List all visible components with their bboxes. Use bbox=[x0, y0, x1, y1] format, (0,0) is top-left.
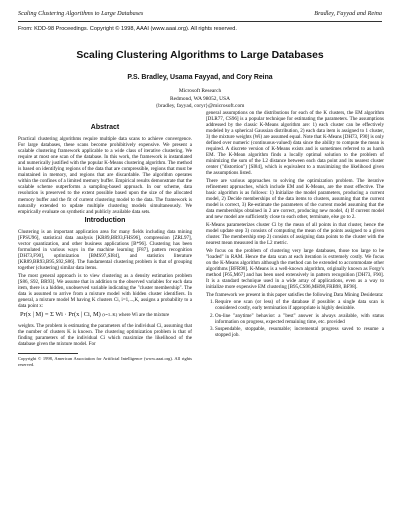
right-paragraph-5: The framework we present in this paper satisfies the following Data Mining Desiderata: bbox=[206, 291, 384, 298]
copyright-footnote: Copyright © 1998, American Association for Artificial Intelligence (www.aaai.org). All rights reserved. bbox=[18, 356, 192, 367]
footnote-rule bbox=[18, 353, 78, 354]
affiliation-emails: {bradley, fayyad, coryr}@microsoft.com bbox=[155, 103, 245, 110]
affiliation-org: Microsoft Research bbox=[178, 88, 222, 94]
equation-sub: i=1 bbox=[103, 311, 111, 317]
running-head-authors: Bradley, Fayyad and Reina bbox=[314, 10, 382, 17]
right-paragraph-3: K-Means parameterizes cluster Ci by the mean of all points in that cluster, hence the model update step 3) consists of computing the mean of the points assigned to a given cluster. The membership step 2) consists of assigning data points to the cluster with the nearest mean measured in the L2 metric. bbox=[206, 222, 384, 247]
mixture-equation bbox=[18, 312, 192, 319]
header-rule bbox=[18, 21, 382, 22]
running-head-title: Scaling Clustering Algorithms to Large Databases bbox=[18, 10, 144, 17]
list-item: 2. On-line "anytime" behavior: a "best" answer is always available, with status information on progress, expected remaining time, etc. provided bbox=[215, 313, 384, 325]
right-paragraph-4: We focus on the problem of clustering very large databases, those too large to be "loaded" in RAM. Hence the data scan at each iteration is extremely costly. We focus on the K-Means algorithm although the method can be extended to accommodate other algorithms [BFR98]. K-Means is a well-known algorithm, originally known as Forgy's method [F65,M67] and has been used extensively in pattern recognition [DH73, F90]. It is a standard technique used in a wide array of applications, even as a way to initialize more expensive EM clustering [B95,CS96,MH98,FRB98, BF98]. bbox=[206, 247, 384, 291]
source-line: From: KDD-98 Proceedings. Copyright © 1998, AAAI (www.aaai.org). All rights reserved. bbox=[18, 26, 237, 32]
intro-paragraph-3: weights. The problem is estimating the parameters of the individual Ci, assuming that the number of clusters K is known. The clustering optimization problem is that of finding parameters of the individual Ci which maximize the likelihood of the database given the mixture model. For bbox=[18, 322, 192, 348]
abstract-heading: Abstract bbox=[90, 124, 120, 131]
right-column bbox=[206, 110, 384, 340]
list-item: 1. Require one scan (or less) of the database if possible: a single data scan is considered costly, early termination if appropriate is highly desirable. bbox=[215, 299, 384, 311]
desiderata-list bbox=[206, 299, 384, 338]
intro-paragraph-2: The most general approach is to view clustering as a density estimation problem [S86, S92, BR93]. We assume that in addition to the observed variables for each data item, there is a hidden, unobserved variable indicating the "cluster membership". The data is assumed to arrive from a mixture model with hidden cluster identifiers. In general, a mixture model M having K clusters Ci, i=1,...,K, assigns a probability to a data point x: bbox=[18, 272, 192, 309]
equation-sup: K bbox=[112, 311, 116, 317]
paper-authors: P.S. Bradley, Usama Fayyad, and Cory Reina bbox=[127, 74, 273, 81]
left-column bbox=[18, 125, 192, 367]
equation-note: where Wi are the mixture bbox=[118, 312, 170, 318]
list-item: 3. Suspendable, stoppable, resumable; incremental progress saved to resume a stopped job. bbox=[215, 326, 384, 338]
abstract-text: Practical clustering algorithms require multiple data scans to achieve convergence. For large databases, these scans become prohibitively expensive. We present a scalable clustering framework applicable to a wide class of iterative clustering. We require at most one scan of the database. In this work, the framework is instantiated and numerically justified with the popular K-Means clustering algorithm. The method is based on identifying regions of the data that are compressible, regions that must be maintained in memory, and regions that are discardable. The algorithm operates within the confines of a limited memory buffer. Empirical results demonstrate that the scalable scheme outperforms a sampling-based approach. In our scheme, data resolution is preserved to the extent possible based upon the size of the allocated memory buffer and the fit of current clustering model to the data. The framework is naturally extended to update multiple clustering models simultaneously. We empirically evaluate on synthetic and publicly available data sets. bbox=[18, 136, 192, 215]
paper-title: Scaling Clustering Algorithms to Large Databases bbox=[76, 50, 324, 61]
introduction-heading: Introduction bbox=[84, 216, 126, 224]
equation-body: Pr(x | M) = Σ Wi · Pr(x | Ci, M) bbox=[20, 310, 101, 318]
affiliation-city: Redmond, WA 98052, USA bbox=[170, 95, 230, 102]
running-head bbox=[18, 10, 382, 20]
affiliation bbox=[0, 88, 400, 111]
right-paragraph-1: general assumptions on the distributions for each of the K clusters, the EM algorithm [DLR77, CS96] is a popular technique for estimating the parameters. The assumptions addressed by the classic K-Means algorithm are: 1) each cluster can be effectively modeled by a spherical Gaussian distribution, 2) each data item is assigned to 1 cluster, 3) the mixture weights (Wi) are assumed equal. Note that K-Means [DH73, F90] is only defined over numeric (continuous-valued) data since the ability to compute the mean is required. A discrete version of K-Means exists and is sometimes referred to as harsh EM. The K-Mean algorithm finds a locally optimal solution to the problem of minimizing the sum of the L2 distance between each data point and its nearest cluster center ("distortion") [SI84], which is equivalent to a maximizing the likelihood given the assumptions listed. bbox=[206, 110, 384, 177]
intro-paragraph-1: Clustering is an important application area for many fields including data mining [FPSU96], statistical data analysis [KR89,BR93,FHS96], compression [ZRL97], vector quantization, and other business applications [B*96]. Clustering has been formulated in various ways in the machine learning [F87], pattern recognition [DH73,F90], optimization [BMS97,SI84], and statistics literature [KR89,BR93,B95,S92,S86]. The fundamental clustering problem is that of grouping together (clustering) similar data items. bbox=[18, 228, 192, 271]
equation-limits: (i=1..K) bbox=[102, 311, 119, 317]
right-paragraph-2: There are various approaches to solving the optimization problem. The iterative refinement approaches, which include EM and K-Means, are the most effective. The basic algorithm is as follows: 1) Initialize the model parameters, producing a current model, 2) Decide memberships of the data items to clusters, assuming that the current model is correct, 3) Re-estimate the parameters of the current model assuming that the data memberships obtained in 2 are correct, producing new model, 4) If current model and new model are sufficiently close to each other, terminate, else go to 2. bbox=[206, 178, 384, 221]
